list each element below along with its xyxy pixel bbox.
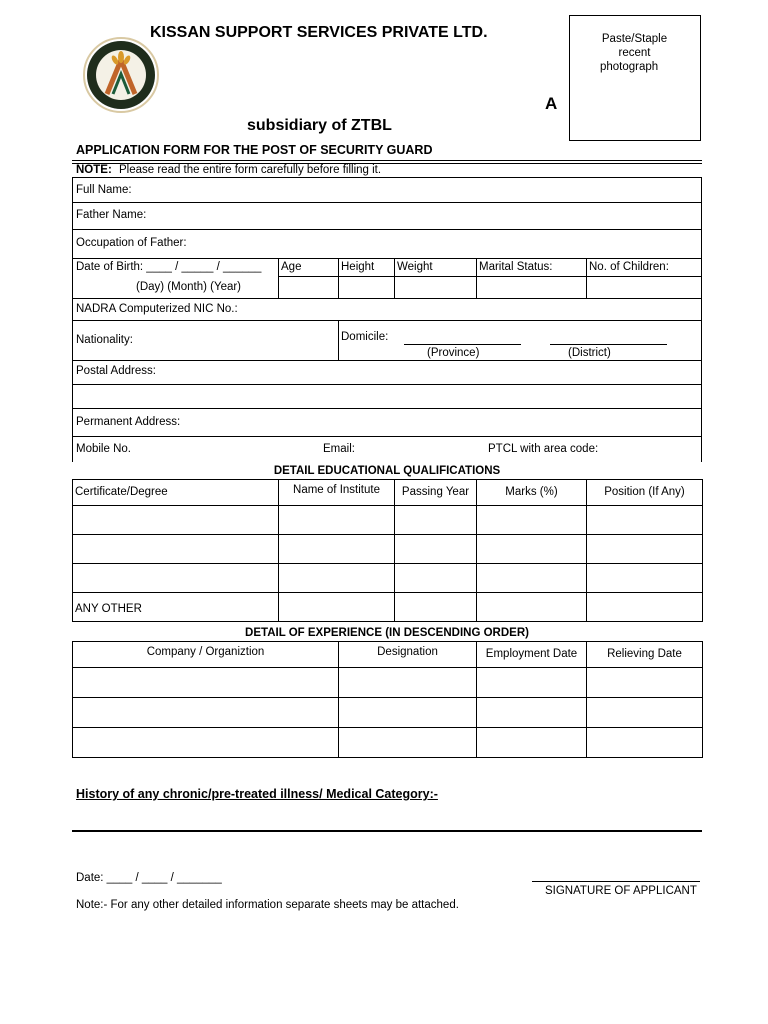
photo-box[interactable]: [569, 15, 701, 141]
edu-col-year: Passing Year: [395, 480, 477, 506]
form-title: APPLICATION FORM FOR THE POST OF SECURITY GUARD: [76, 143, 433, 157]
any-other-label: ANY OTHER: [73, 593, 279, 622]
mobile-field[interactable]: Mobile No.: [76, 443, 131, 455]
edu-col-certificate: Certificate/Degree: [73, 480, 279, 506]
rule-1: [72, 202, 702, 203]
edu-col-marks: Marks (%): [477, 480, 587, 506]
company-name: KISSAN SUPPORT SERVICES PRIVATE LTD.: [150, 24, 488, 41]
height-label: Height: [341, 261, 375, 273]
education-table: [72, 479, 703, 622]
signature-line[interactable]: [532, 881, 700, 882]
table-row[interactable]: [73, 506, 703, 535]
edu-col-position: Position (If Any): [587, 480, 703, 506]
exp-col-designation: Designation: [339, 642, 477, 668]
note-text: Please read the entire form carefully before filling it.: [118, 164, 382, 176]
postal-address-field[interactable]: Postal Address:: [76, 365, 156, 377]
medical-history-label: History of any chronic/pre-treated illness/ Medical Category:-: [76, 787, 438, 801]
domicile-label: Domicile:: [341, 331, 389, 343]
rule-10: [72, 436, 702, 437]
ptcl-field[interactable]: PTCL with area code:: [488, 443, 599, 455]
rule-7: [72, 360, 702, 361]
table-row[interactable]: [73, 564, 703, 593]
marital-status-label: Marital Status:: [479, 261, 553, 273]
rule-9: [72, 408, 702, 409]
photo-line-1: Paste/Staple: [601, 33, 668, 45]
form-code: A: [545, 94, 558, 113]
nationality-field[interactable]: Nationality:: [76, 334, 133, 346]
photo-line-2: recent: [618, 47, 651, 59]
edu-col-institute: Name of Institute: [279, 480, 395, 506]
experience-table: [72, 641, 703, 758]
rule-2: [72, 229, 702, 230]
signature-label: SIGNATURE OF APPLICANT: [545, 885, 697, 897]
permanent-address-field[interactable]: Permanent Address:: [76, 416, 181, 428]
subsidiary-label: subsidiary of ZTBL: [247, 117, 392, 134]
exp-col-company: Company / Organiztion: [73, 642, 339, 668]
education-title: DETAIL EDUCATIONAL QUALIFICATIONS: [273, 465, 501, 477]
weight-input[interactable]: [395, 277, 475, 297]
height-input[interactable]: [339, 277, 393, 297]
rule-6: [72, 320, 702, 321]
email-field[interactable]: Email:: [323, 443, 355, 455]
table-row[interactable]: [73, 593, 703, 622]
exp-col-employment: Employment Date: [477, 642, 587, 668]
father-occupation-field[interactable]: Occupation of Father:: [76, 237, 187, 249]
note: [76, 163, 381, 177]
children-input[interactable]: [587, 277, 701, 297]
province-blank[interactable]: [404, 344, 521, 345]
medical-history-line[interactable]: [72, 830, 702, 832]
table-row[interactable]: [73, 668, 703, 698]
rule-5: [72, 298, 702, 299]
company-logo: [82, 36, 160, 114]
father-name-field[interactable]: Father Name:: [76, 209, 147, 221]
weight-label: Weight: [397, 261, 433, 273]
vrule-domicile: [338, 320, 339, 360]
full-name-field[interactable]: Full Name:: [76, 184, 132, 196]
title-divider: [72, 160, 702, 161]
table-row[interactable]: [73, 535, 703, 564]
photo-line-3: photograph: [600, 61, 659, 73]
dob-field[interactable]: Date of Birth: ____ / _____ / ______: [76, 261, 262, 273]
footer-note: Note:- For any other detailed information separate sheets may be attached.: [76, 899, 459, 911]
education-header-row: [73, 480, 703, 506]
district-blank[interactable]: [550, 344, 667, 345]
postal-address-line-2[interactable]: [74, 386, 700, 407]
experience-title: DETAIL OF EXPERIENCE (IN DESCENDING ORDER): [245, 627, 529, 639]
district-label: (District): [568, 347, 611, 359]
note-label: NOTE:: [76, 164, 112, 176]
date-field[interactable]: Date: ____ / ____ / _______: [76, 872, 222, 884]
rule-3: [72, 258, 702, 259]
children-label: No. of Children:: [589, 261, 669, 273]
nic-field[interactable]: NADRA Computerized NIC No.:: [76, 303, 238, 315]
dob-parts-label: (Day) (Month) (Year): [136, 281, 242, 293]
exp-col-relieving: Relieving Date: [587, 642, 703, 668]
rule-8: [72, 384, 702, 385]
experience-header-row: [73, 642, 703, 668]
marital-status-input[interactable]: [477, 277, 585, 297]
wheat-emblem-icon: [82, 36, 160, 114]
province-label: (Province): [427, 347, 480, 359]
table-row[interactable]: [73, 698, 703, 728]
age-label: Age: [281, 261, 302, 273]
age-input[interactable]: [279, 277, 337, 297]
table-row[interactable]: [73, 728, 703, 758]
